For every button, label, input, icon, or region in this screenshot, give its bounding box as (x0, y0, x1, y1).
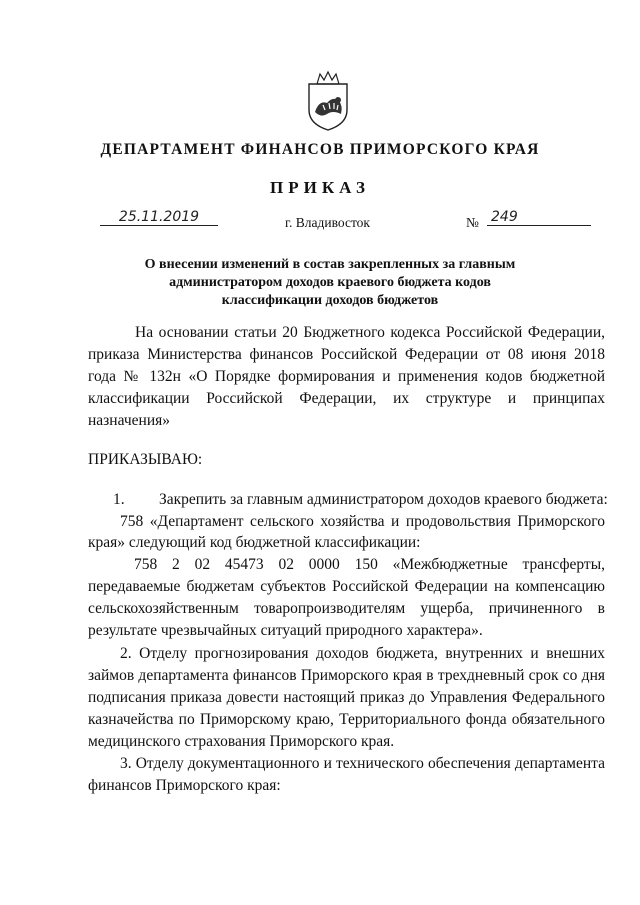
order-city: г. Владивосток (285, 215, 370, 230)
item1-number: 1. (113, 491, 125, 508)
item1-line: результате чрезвычайных ситуаций природного характера». (88, 622, 483, 639)
item2-line: подписания приказа довести настоящий приказ до Управления Федерального (88, 689, 605, 706)
item1-intro: Закрепить за главным администратором доходов краевого бюджета: (159, 491, 608, 508)
item2-line: казначейства по Приморскому краю, Территориального фонда обязательного (88, 711, 605, 728)
preamble-line: приказа Министерства финансов Российской Федерации от 08 июня 2018 (88, 346, 605, 363)
order-number-label: № (466, 215, 479, 230)
item1-line: края» следующий код бюджетной классификации: (88, 534, 421, 551)
document-type: ПРИКАЗ (270, 178, 370, 197)
subject-line: классификации доходов бюджетов (221, 293, 439, 308)
department-title: ДЕПАРТАМЕНТ ФИНАНСОВ ПРИМОРСКОГО КРАЯ (100, 141, 540, 158)
item1-line: 758 2 02 45473 02 0000 150 «Межбюджетные трансферты, (134, 556, 605, 573)
preamble-line: классификации Российской Федерации, их структуре и принципах (88, 390, 605, 407)
preamble-line: На основании статьи 20 Бюджетного кодекса Российской Федерации, (135, 324, 605, 341)
item2-line: 2. Отделу прогнозирования доходов бюджета, внутренних и внешних (120, 645, 605, 662)
item1-line: сельскохозяйственным товаропроизводителям ущерба, причиненного в (88, 600, 605, 617)
item2-line: медицинского страхования Приморского края. (88, 733, 395, 750)
coat-of-arms-emblem (303, 70, 353, 132)
subject-line: администратором доходов краевого бюджета кодов (169, 275, 491, 290)
item1-line: 758 «Департамент сельского хозяйства и продовольствия Приморского (120, 513, 605, 530)
item3-line: 3. Отделу документационного и технического обеспечения департамента (120, 755, 605, 772)
preamble-line: года № 132н «О Порядке формирования и применения кодов бюджетной (88, 368, 605, 385)
order-date: 25.11.2019 (100, 209, 218, 226)
subject-line: О внесении изменений в состав закрепленных за главным (144, 257, 516, 272)
item2-line: займов департамента финансов Приморского края в трехдневный срок со дня (88, 667, 605, 684)
item3-line: финансов Приморского края: (88, 777, 281, 794)
preamble-line: назначения» (88, 412, 170, 429)
order-number: 249 (487, 209, 591, 226)
item1-line: передаваемые бюджетам субъектов Российской Федерации на компенсацию (88, 578, 605, 595)
order-subject (100, 256, 560, 310)
order-word: ПРИКАЗЫВАЮ: (88, 451, 203, 468)
